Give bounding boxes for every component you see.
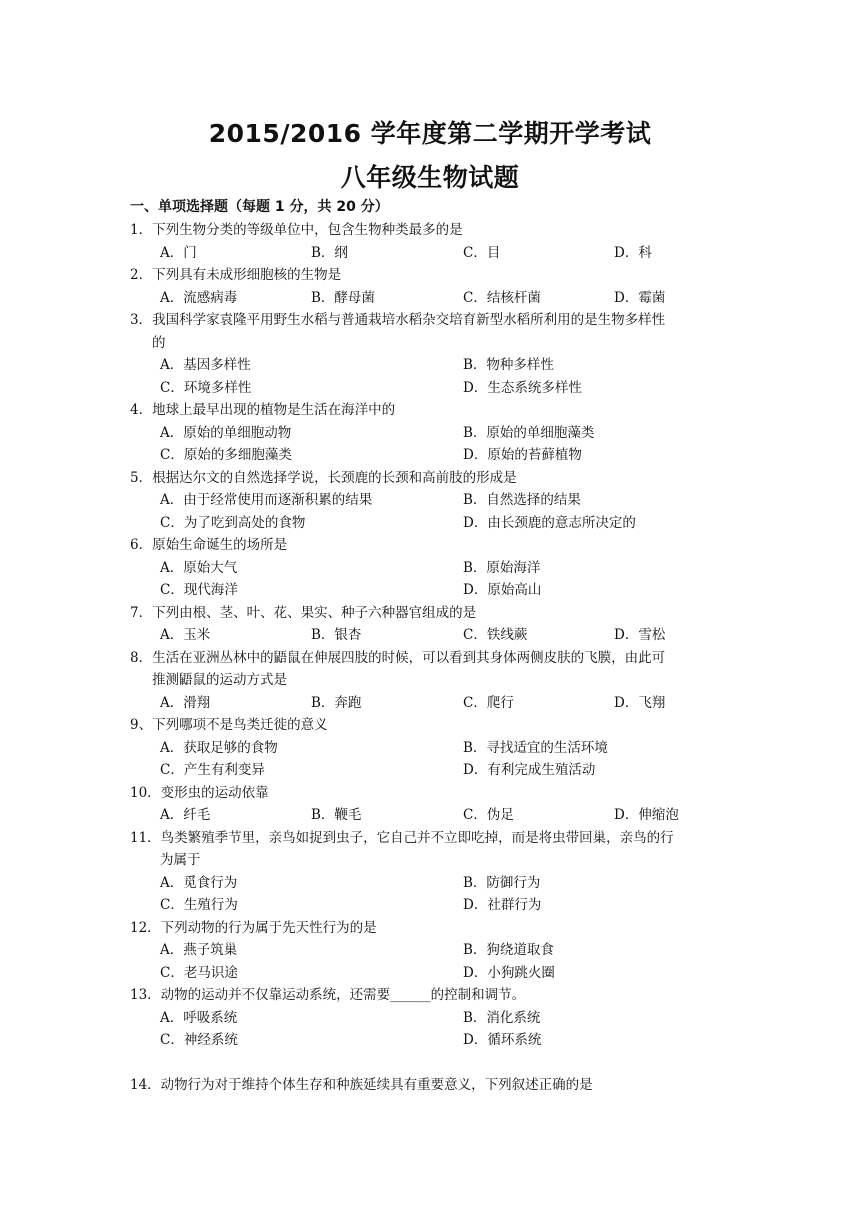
option-c: C．生殖行为 — [160, 897, 238, 913]
question-stem: 9、下列哪项不是鸟类迁徙的意义 — [130, 717, 328, 733]
question-stem: 5．根据达尔文的自然选择学说，长颈鹿的长颈和高前肢的形成是 — [130, 470, 517, 486]
question-stem: 14．动物行为对于维持个体生存和种族延续具有重要意义，下列叙述正确的是 — [130, 1077, 593, 1093]
option-b: B．奔跑 — [311, 695, 362, 711]
option-c: C．环境多样性 — [160, 380, 252, 396]
option-c: C．为了吃到高处的食物 — [160, 515, 306, 531]
option-c: C．目 — [463, 245, 501, 261]
option-a: A．滑翔 — [160, 695, 211, 711]
option-c: C．产生有利变异 — [160, 762, 265, 778]
option-d: D．循环系统 — [463, 1032, 542, 1048]
option-d: D．科 — [614, 245, 652, 261]
option-a: A．燕子筑巢 — [160, 942, 238, 958]
option-b: B．原始的单细胞藻类 — [463, 425, 595, 441]
option-b: B．纲 — [311, 245, 348, 261]
option-c: C．爬行 — [463, 695, 514, 711]
question-stem: 2．下列具有未成形细胞核的生物是 — [130, 267, 342, 283]
question-stem-continued: 的 — [152, 335, 166, 351]
option-d: D．生态系统多样性 — [463, 380, 582, 396]
option-d: D．雪松 — [614, 627, 666, 643]
question-stem: 4．地球上最早出现的植物是生活在海洋中的 — [130, 402, 396, 418]
option-a: A．玉米 — [160, 627, 211, 643]
option-b: B．酵母菌 — [311, 290, 375, 306]
option-c: C．老马识途 — [160, 965, 238, 981]
option-a: A．原始的单细胞动物 — [160, 425, 292, 441]
question-stem: 8．生活在亚洲丛林中的鼯鼠在伸展四肢的时候，可以看到其身体两侧皮肤的飞膜，由此可 — [130, 650, 666, 666]
question-stem: 6．原始生命诞生的场所是 — [130, 537, 288, 553]
question-stem: 3．我国科学家袁隆平用野生水稻与普通栽培水稻杂交培育新型水稻所利用的是生物多样性 — [130, 312, 666, 328]
option-d: D．有利完成生殖活动 — [463, 762, 596, 778]
option-a: A．觅食行为 — [160, 875, 238, 891]
option-b: B．银杏 — [311, 627, 362, 643]
question-stem: 11．鸟类繁殖季节里，亲鸟如捉到虫子，它自己并不立即吃掉，而是将虫带回巢，亲鸟的行 — [130, 830, 674, 846]
exam-title: 2015/2016 学年度第二学期开学考试 — [208, 119, 652, 148]
option-c: C．铁线蕨 — [463, 627, 528, 643]
option-a: A．呼吸系统 — [160, 1010, 238, 1026]
option-a: A．由于经常使用而逐渐积累的结果 — [160, 492, 373, 508]
question-stem: 13．动物的运动并不仅靠运动系统，还需要______的控制和调节。 — [130, 987, 526, 1003]
option-b: B．自然选择的结果 — [463, 492, 581, 508]
exam-subtitle: 八年级生物试题 — [340, 163, 520, 192]
option-b: B．物种多样性 — [463, 357, 554, 373]
option-a: A．流感病毒 — [160, 290, 238, 306]
question-stem: 1．下列生物分类的等级单位中，包含生物种类最多的是 — [130, 222, 463, 238]
option-a: A．基因多样性 — [160, 357, 251, 373]
option-d: D．伸缩泡 — [614, 807, 679, 823]
option-d: D．原始的苔藓植物 — [463, 447, 582, 463]
option-b: B．寻找适宜的生活环境 — [463, 740, 608, 756]
section-heading: 一、单项选择题（每题 1 分，共 20 分） — [130, 199, 389, 215]
question-stem-continued: 推测鼯鼠的运动方式是 — [152, 672, 287, 688]
option-c: C．现代海洋 — [160, 582, 238, 598]
option-b: B．狗绕道取食 — [463, 942, 554, 958]
option-c: C．结核杆菌 — [463, 290, 541, 306]
option-d: D．原始高山 — [463, 582, 542, 598]
option-b: B．消化系统 — [463, 1010, 541, 1026]
option-b: B．防御行为 — [463, 875, 541, 891]
question-stem: 10．变形虫的运动依靠 — [130, 785, 269, 801]
option-d: D．由长颈鹿的意志所决定的 — [463, 515, 636, 531]
option-c: C．伪足 — [463, 807, 514, 823]
option-b: B．鞭毛 — [311, 807, 362, 823]
option-d: D．飞翔 — [614, 695, 666, 711]
option-c: C．神经系统 — [160, 1032, 238, 1048]
option-a: A．获取足够的食物 — [160, 740, 278, 756]
option-c: C．原始的多细胞藻类 — [160, 447, 292, 463]
question-stem-continued: 为属于 — [160, 852, 201, 868]
option-d: D．小狗跳火圈 — [463, 965, 555, 981]
option-d: D．社群行为 — [463, 897, 542, 913]
question-stem: 7．下列由根、茎、叶、花、果实、种子六种器官组成的是 — [130, 605, 477, 621]
option-a: A．原始大气 — [160, 560, 238, 576]
option-a: A．纤毛 — [160, 807, 211, 823]
option-d: D．霉菌 — [614, 290, 666, 306]
option-a: A．门 — [160, 245, 197, 261]
option-b: B．原始海洋 — [463, 560, 541, 576]
question-stem: 12．下列动物的行为属于先天性行为的是 — [130, 920, 377, 936]
